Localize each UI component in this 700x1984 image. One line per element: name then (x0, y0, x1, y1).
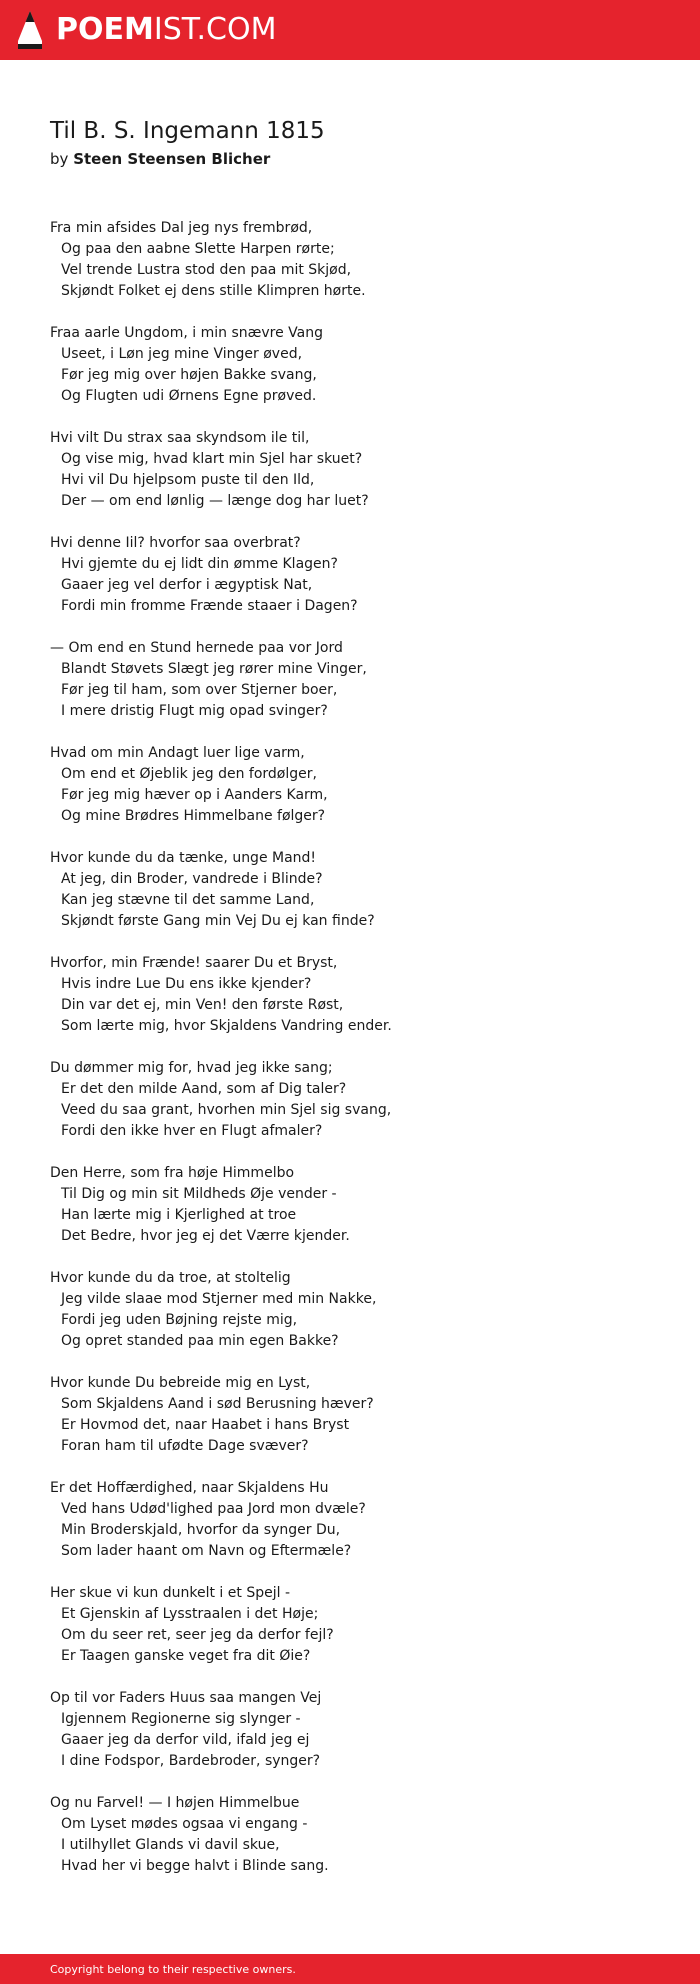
poem-line: Fordi min fromme Frænde staaer i Dagen? (61, 598, 358, 614)
poem-line: Til Dig og min sit Mildheds Øje vender - (61, 1186, 337, 1202)
copyright-text: Copyright belong to their respective owners. (50, 1962, 296, 1976)
site-footer (0, 1954, 700, 1984)
poem-stanza (50, 953, 670, 1037)
poem-line: Er Taagen ganske veget fra dit Øie? (61, 1648, 311, 1664)
poem-line: Før jeg mig hæver op i Aanders Karm, (61, 787, 328, 803)
poem-stanza (50, 1268, 670, 1352)
poem-line: Er Hovmod det, naar Haabet i hans Bryst (61, 1417, 350, 1433)
site-logo[interactable] (18, 11, 276, 49)
poem-line: Hvad om min Andagt luer lige varm, (50, 745, 305, 761)
poem-line: Veed du saa grant, hvorhen min Sjel sig svang, (61, 1102, 392, 1118)
poem-stanza (50, 218, 670, 302)
poem-line: Og Flugten udi Ørnens Egne prøved. (61, 388, 317, 404)
poem-line: Hvis indre Lue Du ens ikke kjender? (61, 976, 312, 992)
poem-line: — Om end en Stund hernede paa vor Jord (50, 640, 343, 656)
poem-line: Om du seer ret, seer jeg da derfor fejl? (61, 1627, 334, 1643)
poem-line: Fordi den ikke hver en Flugt afmaler? (61, 1123, 323, 1139)
poem-line: Du dømmer mig for, hvad jeg ikke sang; (50, 1060, 333, 1076)
poem-line: Den Herre, som fra høje Himmelbo (50, 1165, 295, 1181)
poem-stanza (50, 1583, 670, 1667)
poem-line: Kan jeg stævne til det samme Land, (61, 892, 315, 908)
poem-line: Din var det ej, min Ven! den første Røst, (61, 997, 344, 1013)
poem-author[interactable]: Steen Steensen Blicher (73, 150, 271, 168)
poem-line: Skjøndt Folket ej dens stille Klimpren hørte. (61, 283, 366, 299)
poem-title: Til B. S. Ingemann 1815 (50, 118, 325, 144)
poem-stanza (50, 1163, 670, 1247)
poem-line: Fraa aarle Ungdom, i min snævre Vang (50, 325, 323, 341)
poem-line: Useet, i Løn jeg mine Vinger øved, (61, 346, 303, 362)
poem-line: Gaaer jeg vel derfor i ægyptisk Nat, (61, 577, 313, 593)
poem-line: Blandt Støvets Slægt jeg rører mine Vinger, (61, 661, 367, 677)
poem-line: Og paa den aabne Slette Harpen rørte; (61, 241, 335, 257)
poem-line: Hvi gjemte du ej lidt din ømme Klagen? (61, 556, 338, 572)
poem-line: Hvor kunde du da tænke, unge Mand! (50, 850, 317, 866)
poem-line: Det Bedre, hvor jeg ej det Værre kjender. (61, 1228, 350, 1244)
poem-line: Op til vor Faders Huus saa mangen Vej (50, 1690, 322, 1706)
poem-line: Hvi vil Du hjelpsom puste til den Ild, (61, 472, 315, 488)
poem-line: Hvor kunde du da troe, at stoltelig (50, 1270, 291, 1286)
poem-byline (50, 148, 670, 170)
poem-line: Han lærte mig i Kjerlighed at troe (61, 1207, 297, 1223)
poem-line: Igjennem Regionerne sig slynger - (61, 1711, 301, 1727)
poem-stanza (50, 743, 670, 827)
poem-content (50, 116, 670, 1898)
poem-line: Hvad her vi begge halvt i Blinde sang. (61, 1858, 329, 1874)
poem-body (50, 218, 670, 1877)
poem-line: Gaaer jeg da derfor vild, ifald jeg ej (61, 1732, 310, 1748)
poem-line: I mere dristig Flugt mig opad svinger? (61, 703, 328, 719)
poem-line: Fra min afsides Dal jeg nys frembrød, (50, 220, 313, 236)
poem-line: Før jeg til ham, som over Stjerner boer, (61, 682, 338, 698)
poem-line: Hvi vilt Du strax saa skyndsom ile til, (50, 430, 310, 446)
poem-line: Om end et Øjeblik jeg den fordølger, (61, 766, 317, 782)
poem-stanza (50, 848, 670, 932)
poem-stanza (50, 533, 670, 617)
poem-line: Som lærte mig, hvor Skjaldens Vandring ender. (61, 1018, 392, 1034)
poem-line: Her skue vi kun dunkelt i et Spejl - (50, 1585, 290, 1601)
poem-line: Der — om end lønlig — længe dog har luet? (61, 493, 369, 509)
poem-stanza (50, 1058, 670, 1142)
poem-line: Foran ham til ufødte Dage svæver? (61, 1438, 309, 1454)
poem-line: Og mine Brødres Himmelbane følger? (61, 808, 326, 824)
poem-line: Er det den milde Aand, som af Dig taler? (61, 1081, 347, 1097)
poem-line: Er det Hoffærdighed, naar Skjaldens Hu (50, 1480, 329, 1496)
poem-line: Og nu Farvel! — I højen Himmelbue (50, 1795, 300, 1811)
poem-line: I utilhyllet Glands vi davil skue, (61, 1837, 280, 1853)
logo-bold-text: POEM (56, 12, 154, 47)
poem-stanza (50, 323, 670, 407)
poem-line: At jeg, din Broder, vandrede i Blinde? (61, 871, 323, 887)
poem-line: Hvor kunde Du bebreide mig en Lyst, (50, 1375, 311, 1391)
poem-line: Som lader haant om Navn og Eftermæle? (61, 1543, 352, 1559)
poem-line: Og opret standed paa min egen Bakke? (61, 1333, 339, 1349)
by-label: by (50, 150, 69, 168)
poem-line: Min Broderskjald, hvorfor da synger Du, (61, 1522, 341, 1538)
poem-line: Ved hans Udød'lighed paa Jord mon dvæle? (61, 1501, 366, 1517)
poem-line: Hvi denne Iil? hvorfor saa overbrat? (50, 535, 301, 551)
poem-stanza (50, 1688, 670, 1772)
poem-line: Som Skjaldens Aand i sød Berusning hæver? (61, 1396, 374, 1412)
site-logo-text (56, 12, 277, 47)
poem-line: Skjøndt første Gang min Vej Du ej kan finde? (61, 913, 375, 929)
pencil-tip-icon (18, 11, 42, 49)
poem-line: Før jeg mig over højen Bakke svang, (61, 367, 317, 383)
poem-line: Jeg vilde slaae mod Stjerner med min Nakke, (61, 1291, 377, 1307)
poem-line: Et Gjenskin af Lysstraalen i det Høje; (61, 1606, 319, 1622)
poem-line: Vel trende Lustra stod den paa mit Skjød, (61, 262, 352, 278)
logo-light-text: IST.COM (153, 12, 277, 47)
poem-stanza (50, 1793, 670, 1877)
poem-stanza (50, 428, 670, 512)
poem-stanza (50, 638, 670, 722)
poem-line: Om Lyset mødes ogsaa vi engang - (61, 1816, 308, 1832)
poem-line: Hvorfor, min Frænde! saarer Du et Bryst, (50, 955, 338, 971)
poem-stanza (50, 1373, 670, 1457)
poem-line: Og vise mig, hvad klart min Sjel har skuet? (61, 451, 363, 467)
poem-stanza (50, 1478, 670, 1562)
poem-line: I dine Fodspor, Bardebroder, synger? (61, 1753, 321, 1769)
poem-line: Fordi jeg uden Bøjning rejste mig, (61, 1312, 298, 1328)
site-header (0, 0, 700, 60)
